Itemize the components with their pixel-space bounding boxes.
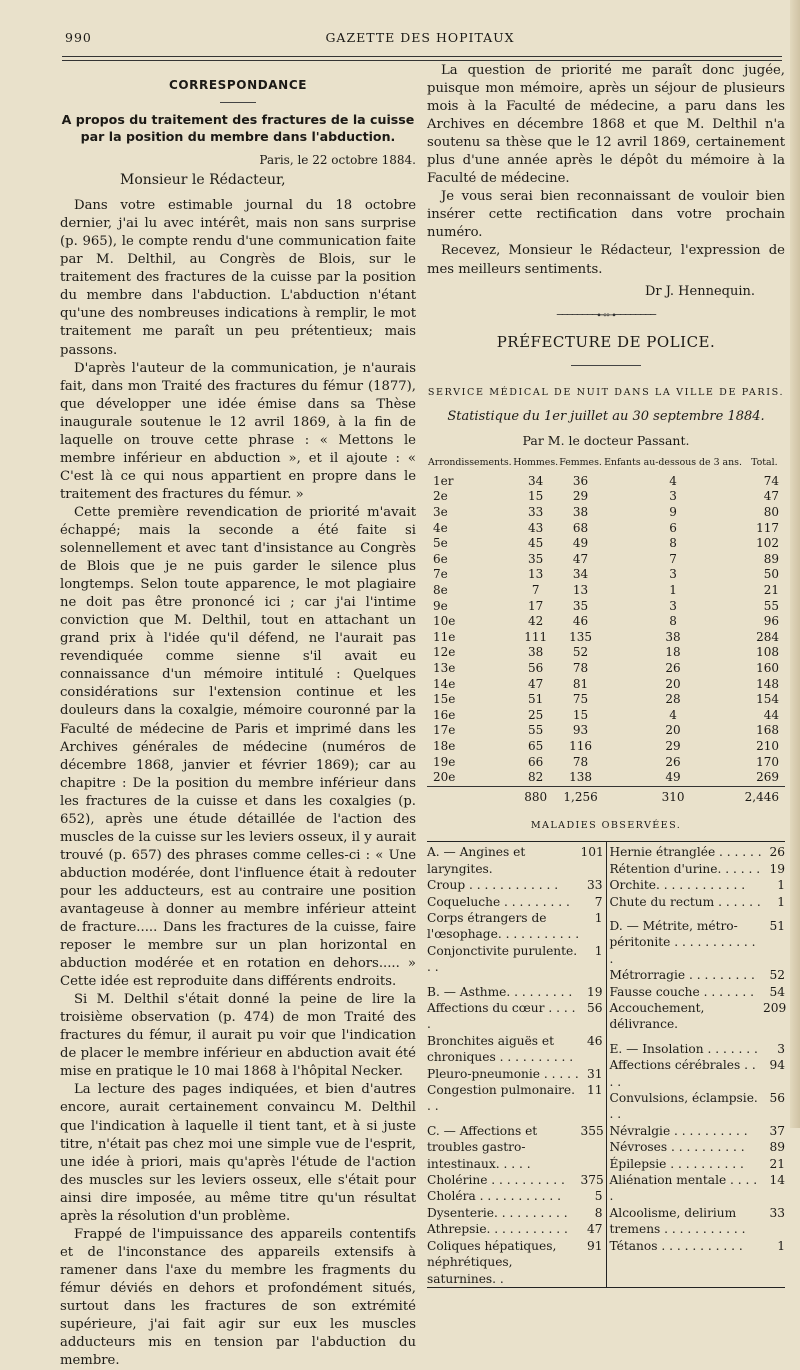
maladies-count: 91 xyxy=(586,1238,603,1253)
table-cell: 26 xyxy=(665,754,681,769)
letter-paragraph: Dans votre estimable journal du 18 octobre dernier, j'ai lu avec intérêt, mais non sans surprise (p. 965), le compte rendu d'une communication faite par M. Delthil, au Congrès de Blois, sur le traitement des fractures de la cuisse par la position du membre dans l'abduction. L'abduction n'étant qu'une des nombreuses indications à remplir, le mot traitement me paraît un peu prétentieux; mais passons. xyxy=(60,198,416,358)
maladies-name: Dysenterie. . . . . . . . . . xyxy=(427,1205,568,1220)
table-cell: 6 xyxy=(669,520,677,535)
maladies-name: Choléra . . . . . . . . . . . xyxy=(427,1189,561,1204)
maladies-item xyxy=(610,1139,786,1155)
table-cell: 15 xyxy=(528,489,544,504)
table-cell: 170 xyxy=(756,754,779,769)
maladies-count: 94 xyxy=(769,1058,785,1073)
maladies-item xyxy=(610,1238,786,1254)
maladies-item xyxy=(427,943,603,976)
table-cell: 56 xyxy=(528,660,544,675)
maladies-item xyxy=(427,1188,603,1204)
maladies-item xyxy=(427,1221,603,1237)
left-column xyxy=(60,62,416,1370)
maladies-count: 21 xyxy=(769,1156,785,1171)
header-rule xyxy=(62,56,782,61)
table-cell: 3e xyxy=(433,505,448,520)
letter-paragraph: La question de priorité me paraît donc jugée, puisque mon mémoire, après un séjour de plusieurs mois à la Faculté de médecine, a paru dans les Archives en décembre 1868 et que M. Delthil n'a soutenu sa thèse que le 12 avril 1869, certainement plus d'une année après le dépôt du mémoire à la Faculté de médecine. xyxy=(427,63,785,187)
title-rule xyxy=(220,102,256,103)
table-cell: 117 xyxy=(756,520,779,535)
table-total-cell: 2,446 xyxy=(744,786,785,805)
maladies-name: Chute du rectum . . . . . . xyxy=(609,894,761,909)
table-cell: 3 xyxy=(669,598,677,613)
table-row xyxy=(427,599,785,615)
maladies-count: 1 xyxy=(777,894,785,909)
table-cell: 17e xyxy=(433,723,456,738)
table-cell: 33 xyxy=(528,505,544,520)
table-cell: 14e xyxy=(433,676,456,691)
table-cell: 284 xyxy=(756,629,779,644)
maladies-name: Hernie étranglée . . . . . . xyxy=(609,845,762,860)
maladies-count: 3 xyxy=(777,1041,785,1056)
table-cell: 19e xyxy=(433,754,456,769)
letter-paragraph: Recevez, Monsieur le Rédacteur, l'expression de mes meilleurs sentiments. xyxy=(427,243,785,277)
table-cell: 43 xyxy=(528,520,544,535)
table-cell: 51 xyxy=(528,692,544,707)
table-cell: 42 xyxy=(528,614,544,629)
letter-paragraph: D'après l'auteur de la communication, je n'aurais fait, dans mon Traité des fractures du fémur (1877), que développer une idée émise dans sa Thèse inaugurale soutenue le 12 avril 1869, à la fin de laquelle on trouve cette phrase : « Mettons le membre inférieur en abduction », et il ajoute : « C'est là ce qui nous appartient en propre dans le traitement des fractures du fémur. » xyxy=(60,360,416,502)
table-cell: 35 xyxy=(572,598,589,613)
table-cell: 35 xyxy=(528,551,544,566)
maladies-item xyxy=(427,1033,603,1066)
table-cell: 135 xyxy=(569,629,592,644)
maladies-name: A. — Angines et laryngites. xyxy=(427,845,526,876)
maladies-count: 1 xyxy=(777,1238,785,1253)
table-row xyxy=(427,755,785,771)
maladies-name: Cholérine . . . . . . . . . . xyxy=(427,1173,565,1188)
table-total-cell: 310 xyxy=(602,786,743,805)
maladies-count: 11 xyxy=(586,1083,603,1098)
maladies-item xyxy=(610,967,786,983)
table-cell: 29 xyxy=(572,489,589,504)
statistic-author: Par M. le docteur Passant. xyxy=(522,432,690,448)
table-cell: 26 xyxy=(665,660,681,675)
table-row xyxy=(427,536,785,552)
table-cell: 50 xyxy=(763,567,779,582)
maladies-name: Accouchement, délivrance. xyxy=(609,1001,705,1032)
maladies-name: B. — Asthme. . . . . . . . . xyxy=(427,984,573,999)
maladies-gap xyxy=(610,910,786,918)
service-title: SERVICE MÉDICAL DE NUIT DANS LA VILLE DE PARIS. xyxy=(427,386,785,398)
maladies-count: 46 xyxy=(586,1033,603,1048)
letter-paragraph: La lecture des pages indiquées, et bien d'autres encore, aurait certainement convaincu M. Delthil que l'indication à laquelle il tient tant, et à si juste titre, n'était pas chez moi une simple vue de l'esprit, une idée à priori, mais qu'après l'étude de l'action des muscles sur les leviers osseux, elle s'était pour ainsi dire imposée, au même titre qu'un résultat après la résolution d'un problème. xyxy=(60,1082,416,1224)
letter-paragraph: Je vous serai bien reconnaissant de vouloir bien insérer cette rectification dans votre prochain numéro. xyxy=(427,189,785,241)
maladies-name: D. — Métrite, métro-péritonite . . . . . . . . . . . . xyxy=(609,918,756,966)
maladies-title: MALADIES OBSERVÉES. xyxy=(530,820,682,832)
table-cell: 25 xyxy=(528,707,544,722)
maladies-name: Congestion pulmonaire. . . xyxy=(427,1083,576,1114)
maladies-table xyxy=(427,841,785,1288)
maladies-count: 54 xyxy=(769,984,785,999)
table-total-row xyxy=(427,786,785,805)
table-cell: 3 xyxy=(669,567,677,582)
table-row xyxy=(427,614,785,630)
table-cell: 13e xyxy=(433,660,456,675)
table-row xyxy=(427,474,785,490)
table-cell: 96 xyxy=(763,614,779,629)
maladies-item xyxy=(427,894,603,910)
table-cell: 2e xyxy=(433,489,448,504)
maladies-count: 26 xyxy=(769,845,785,860)
maladies-count: 33 xyxy=(586,878,603,893)
maladies-item xyxy=(610,844,786,860)
table-row xyxy=(427,770,785,786)
section-title: CORRESPONDANCE xyxy=(168,78,308,92)
prefecture-rule xyxy=(571,365,641,366)
table-row xyxy=(427,521,785,537)
table-cell: 8 xyxy=(669,614,677,629)
table-cell: 3 xyxy=(669,489,677,504)
maladies-name: Athrepsie. . . . . . . . . . . xyxy=(427,1222,568,1237)
maladies-item xyxy=(610,1172,786,1205)
maladies-count: 1 xyxy=(594,943,603,958)
maladies-name: Alcoolisme, delirium tremens . . . . . . . . . . . xyxy=(609,1205,746,1237)
maladies-item xyxy=(610,1000,786,1033)
table-row xyxy=(427,692,785,708)
table-row xyxy=(427,661,785,677)
maladies-item xyxy=(427,1123,603,1172)
page-edge xyxy=(790,0,800,1128)
table-cell: 9e xyxy=(433,598,448,613)
maladies-count: 1 xyxy=(594,910,603,925)
maladies-name: Convulsions, éclampsie. . . xyxy=(609,1091,758,1122)
table-cell: 80 xyxy=(763,505,779,520)
letter-conclusion xyxy=(427,62,785,279)
maladies-count: 51 xyxy=(769,918,785,933)
table-cell: 7e xyxy=(433,567,448,582)
table-cell: 89 xyxy=(763,551,779,566)
table-row xyxy=(427,630,785,646)
table-row xyxy=(427,505,785,521)
table-cell: 210 xyxy=(756,738,779,753)
table-header-cell: Enfants au-dessous de 3 ans. xyxy=(604,456,742,468)
table-cell: 4e xyxy=(433,520,448,535)
table-cell: 38 xyxy=(665,629,681,644)
table-total-cell: 1,256 xyxy=(559,786,603,805)
maladies-item xyxy=(610,984,786,1000)
maladies-count: 7 xyxy=(594,894,603,909)
maladies-item xyxy=(610,1041,786,1057)
table-cell: 20 xyxy=(665,676,681,691)
letter-paragraph: Frappé de l'impuissance des appareils contentifs et de l'inconstance des appareils extensifs à ramener dans l'axe du membre les fragments du fémur déviés en dehors et profondément situés, surtout dans les fractures de son extrémité supérieure, j'ai fait agir sur eux les muscles adducteurs mis en tension par l'abduction du membre. xyxy=(60,1226,416,1369)
maladies-name: Affections cérébrales . . . . xyxy=(609,1058,756,1089)
maladies-item xyxy=(610,877,786,893)
maladies-name: Conjonctivite purulente. . . xyxy=(427,943,578,975)
maladies-item xyxy=(610,1123,786,1139)
maladies-count: 1 xyxy=(777,878,785,893)
maladies-name: Névroses . . . . . . . . . . xyxy=(609,1140,745,1155)
table-cell: 160 xyxy=(756,660,779,675)
table-cell: 154 xyxy=(756,692,779,707)
table-cell: 16e xyxy=(433,707,456,722)
table-cell: 20 xyxy=(665,723,681,738)
maladies-item xyxy=(610,1156,786,1172)
fleuron-divider: ────────⊷⊶──────── xyxy=(556,309,656,321)
maladies-count: 14 xyxy=(769,1173,785,1188)
maladies-name: Fausse couche . . . . . . . xyxy=(609,984,754,999)
maladies-count: 355 xyxy=(580,1123,604,1138)
letter-paragraph: Cette première revendication de priorité m'avait échappé; mais la seconde a été faite si solennellement et avec tant d'insistance au Congrès de Blois que je ne puis garder le silence plus longtemps. Selon toute apparence, le mot plagiaire ne doit pas être prononcé ici ; car j'ai l'intime conviction que M. Delthil, tout en attachant un grand prix à l'idée qu'il défend, ne l'aurait pas revendiquée comme sienne s'il avait eu connaissance d'un mémoire intitulé : Quelques considérations sur l'extension continue et les douleurs dans la coxalgie, mémoire couronné par la Faculté de médecine de Paris et imprimé dans les Archives générales de médecine (numéros de décembre 1868, janvier et février 1869); car au chapitre : De la position du membre inférieur dans les fractures de la cuisse et dans les coxalgies (p. 652), après une étude détaillée de l'action des muscles de la cuisse sur les leviers osseux, il y aurait trouvé (p. 657) des phrases comme celles-ci : « Une abduction modérée, dont l'influence était à redouter pour les adducteurs, est au contraire une position avantageuse à donner au membre inférieur atteint de fracture..... Dans les fractures de la cuisse, faire reposer le membre sur un plan horizontal en abduction modérée et en rotation en dehors..... » Cette idée est reproduite dans différents endroits. xyxy=(60,504,416,990)
table-cell: 13 xyxy=(572,583,589,597)
table-cell: 55 xyxy=(763,598,779,613)
arrondissements-table xyxy=(427,458,785,805)
maladies-count: 52 xyxy=(769,968,785,983)
table-cell: 5e xyxy=(433,536,448,551)
table-row xyxy=(427,739,785,755)
table-cell: 269 xyxy=(756,770,779,785)
table-cell: 102 xyxy=(756,536,779,551)
table-cell: 93 xyxy=(572,723,589,738)
table-cell: 78 xyxy=(572,754,589,769)
table-header-cell: Femmes. xyxy=(559,456,602,468)
maladies-count: 47 xyxy=(586,1222,603,1237)
table-cell: 78 xyxy=(572,660,589,675)
maladies-name: Pleuro-pneumonie . . . . . xyxy=(427,1066,579,1081)
table-cell: 18e xyxy=(433,738,456,753)
table-cell: 10e xyxy=(433,614,456,629)
table-cell: 13 xyxy=(528,567,544,582)
maladies-count: 375 xyxy=(580,1173,604,1188)
maladies-count: 8 xyxy=(594,1205,603,1220)
prefecture-title: PRÉFECTURE DE POLICE. xyxy=(496,332,716,351)
table-row xyxy=(427,645,785,661)
table-cell: 8e xyxy=(433,583,448,597)
maladies-item xyxy=(427,1238,603,1287)
table-cell: 4 xyxy=(669,473,677,488)
maladies-gap xyxy=(427,1115,603,1123)
maladies-count: 56 xyxy=(769,1091,785,1106)
letter-dateline: Paris, le 22 octobre 1884. xyxy=(259,153,416,168)
table-total-cell xyxy=(427,786,513,805)
table-total-cell: 880 xyxy=(513,786,559,805)
maladies-name: Aliénation mentale . . . . . xyxy=(609,1173,758,1204)
table-cell: 47 xyxy=(572,551,589,566)
table-cell: 46 xyxy=(572,614,589,629)
table-cell: 116 xyxy=(569,738,592,753)
maladies-gap xyxy=(427,976,603,984)
table-cell: 18 xyxy=(665,645,681,660)
table-cell: 44 xyxy=(763,707,779,722)
right-column xyxy=(427,62,785,1288)
maladies-count: 19 xyxy=(586,984,603,999)
maladies-name: Bronchites aiguës et chroniques . . . . . . . . . . xyxy=(427,1033,574,1065)
table-cell: 66 xyxy=(528,754,544,769)
table-cell: 1er xyxy=(433,473,454,488)
table-header-cell: Hommes. xyxy=(513,456,559,468)
maladies-item xyxy=(427,1000,603,1033)
journal-title: GAZETTE DES HOPITAUX xyxy=(325,30,515,45)
table-row xyxy=(427,583,785,599)
letter-subject: A propos du traitement des fractures de la cuisse par la position du membre dans l'abduction. xyxy=(61,112,415,145)
maladies-name: Épilepsie . . . . . . . . . . xyxy=(609,1156,744,1171)
letter-body xyxy=(60,197,416,1370)
statistic-title: Statistique du 1er juillet au 30 septembre 1884. xyxy=(447,408,765,424)
table-cell: 15e xyxy=(433,692,456,707)
table-cell: 168 xyxy=(756,723,779,738)
maladies-count: 5 xyxy=(594,1189,603,1204)
maladies-name: Névralgie . . . . . . . . . . xyxy=(609,1123,748,1138)
maladies-name: Coliques hépatiques, néphrétiques, saturnines. . xyxy=(427,1238,557,1286)
table-cell: 29 xyxy=(665,738,681,753)
table-cell: 9 xyxy=(669,505,677,520)
table-cell: 11e xyxy=(433,629,456,644)
table-cell: 15 xyxy=(572,707,589,722)
table-header-cell: Arrondissements. xyxy=(428,456,512,468)
maladies-count: 89 xyxy=(769,1140,785,1155)
letter-signature: Dr J. Hennequin. xyxy=(644,283,755,299)
maladies-name: Orchite. . . . . . . . . . . . xyxy=(609,878,746,893)
table-cell: 38 xyxy=(572,505,589,520)
table-cell: 1 xyxy=(669,583,677,597)
maladies-count: 33 xyxy=(769,1205,785,1220)
table-cell: 108 xyxy=(756,645,779,660)
table-cell: 17 xyxy=(528,598,544,613)
maladies-right-column xyxy=(607,842,786,1287)
table-cell: 47 xyxy=(528,676,544,691)
maladies-left-column xyxy=(427,842,607,1287)
maladies-name: C. — Affections et troubles gastro-intestinaux. . . . . xyxy=(427,1123,538,1171)
table-row xyxy=(427,552,785,568)
maladies-name: Coqueluche . . . . . . . . . xyxy=(427,894,570,909)
table-cell: 8 xyxy=(669,536,677,551)
maladies-item xyxy=(427,984,603,1000)
table-cell: 38 xyxy=(528,645,544,660)
table-cell: 34 xyxy=(572,567,589,582)
maladies-item xyxy=(427,1066,603,1082)
maladies-name: Croup . . . . . . . . . . . . xyxy=(427,878,559,893)
table-cell: 45 xyxy=(528,536,544,551)
table-cell: 12e xyxy=(433,645,456,660)
table-cell: 49 xyxy=(572,536,589,551)
page-number: 990 xyxy=(65,30,92,45)
maladies-name: E. — Insolation . . . . . . . xyxy=(609,1041,758,1056)
maladies-name: Rétention d'urine. . . . . . xyxy=(609,861,761,876)
table-cell: 49 xyxy=(665,770,681,785)
table-cell: 4 xyxy=(669,707,677,722)
table-row xyxy=(427,567,785,583)
letter-salutation: Monsieur le Rédacteur, xyxy=(120,172,286,189)
maladies-item xyxy=(427,910,603,943)
maladies-item xyxy=(610,861,786,877)
table-row xyxy=(427,677,785,693)
table-row xyxy=(427,489,785,505)
table-cell: 81 xyxy=(572,676,589,691)
letter-paragraph: Si M. Delthil s'était donné la peine de lire la troisième observation (p. 474) de mon Traité des fractures du fémur, il aurait pu voir que l'indication de placer le membre inférieur en abduction avait été mise en pratique le 10 mai 1868 à l'hôpital Necker. xyxy=(60,992,416,1080)
table-cell: 138 xyxy=(569,770,592,785)
maladies-gap xyxy=(610,1033,786,1041)
table-cell: 7 xyxy=(669,551,677,566)
maladies-count: 37 xyxy=(769,1123,785,1138)
maladies-item xyxy=(427,1172,603,1188)
table-cell: 52 xyxy=(572,645,589,660)
maladies-item xyxy=(427,844,603,877)
table-cell: 34 xyxy=(528,473,544,488)
maladies-count: 209 xyxy=(763,1001,787,1016)
maladies-name: Corps étrangers de l'œsophage. . . . . . . . . . . xyxy=(427,910,580,942)
maladies-item xyxy=(610,1205,786,1238)
maladies-name: Métrorragie . . . . . . . . . xyxy=(609,968,755,983)
table-row xyxy=(427,708,785,724)
maladies-count: 56 xyxy=(586,1001,603,1016)
table-cell: 7 xyxy=(531,583,540,597)
maladies-item xyxy=(427,1205,603,1221)
table-cell: 82 xyxy=(528,770,544,785)
table-cell: 55 xyxy=(528,723,544,738)
maladies-item xyxy=(610,1090,786,1123)
maladies-item xyxy=(427,877,603,893)
maladies-count: 19 xyxy=(769,861,785,876)
table-cell: 74 xyxy=(763,473,779,488)
table-cell: 148 xyxy=(756,676,779,691)
maladies-item xyxy=(610,918,786,967)
maladies-count: 31 xyxy=(586,1066,603,1081)
table-cell: 28 xyxy=(665,692,681,707)
maladies-name: Tétanos . . . . . . . . . . . xyxy=(609,1238,743,1253)
table-cell: 20e xyxy=(433,770,456,785)
table-cell: 47 xyxy=(763,489,779,504)
maladies-name: Affections du cœur . . . . . xyxy=(427,1001,576,1032)
table-header-cell: Total. xyxy=(751,456,778,468)
maladies-item xyxy=(427,1082,603,1115)
maladies-item xyxy=(610,894,786,910)
table-row xyxy=(427,723,785,739)
maladies-item xyxy=(610,1057,786,1090)
maladies-count: 101 xyxy=(580,845,604,860)
table-cell: 68 xyxy=(572,520,589,535)
table-cell: 75 xyxy=(572,692,589,707)
table-cell: 21 xyxy=(763,583,779,597)
table-cell: 65 xyxy=(528,738,544,753)
page-header xyxy=(60,30,780,50)
table-cell: 36 xyxy=(572,473,589,488)
table-cell: 111 xyxy=(524,629,548,644)
table-cell: 6e xyxy=(433,551,448,566)
